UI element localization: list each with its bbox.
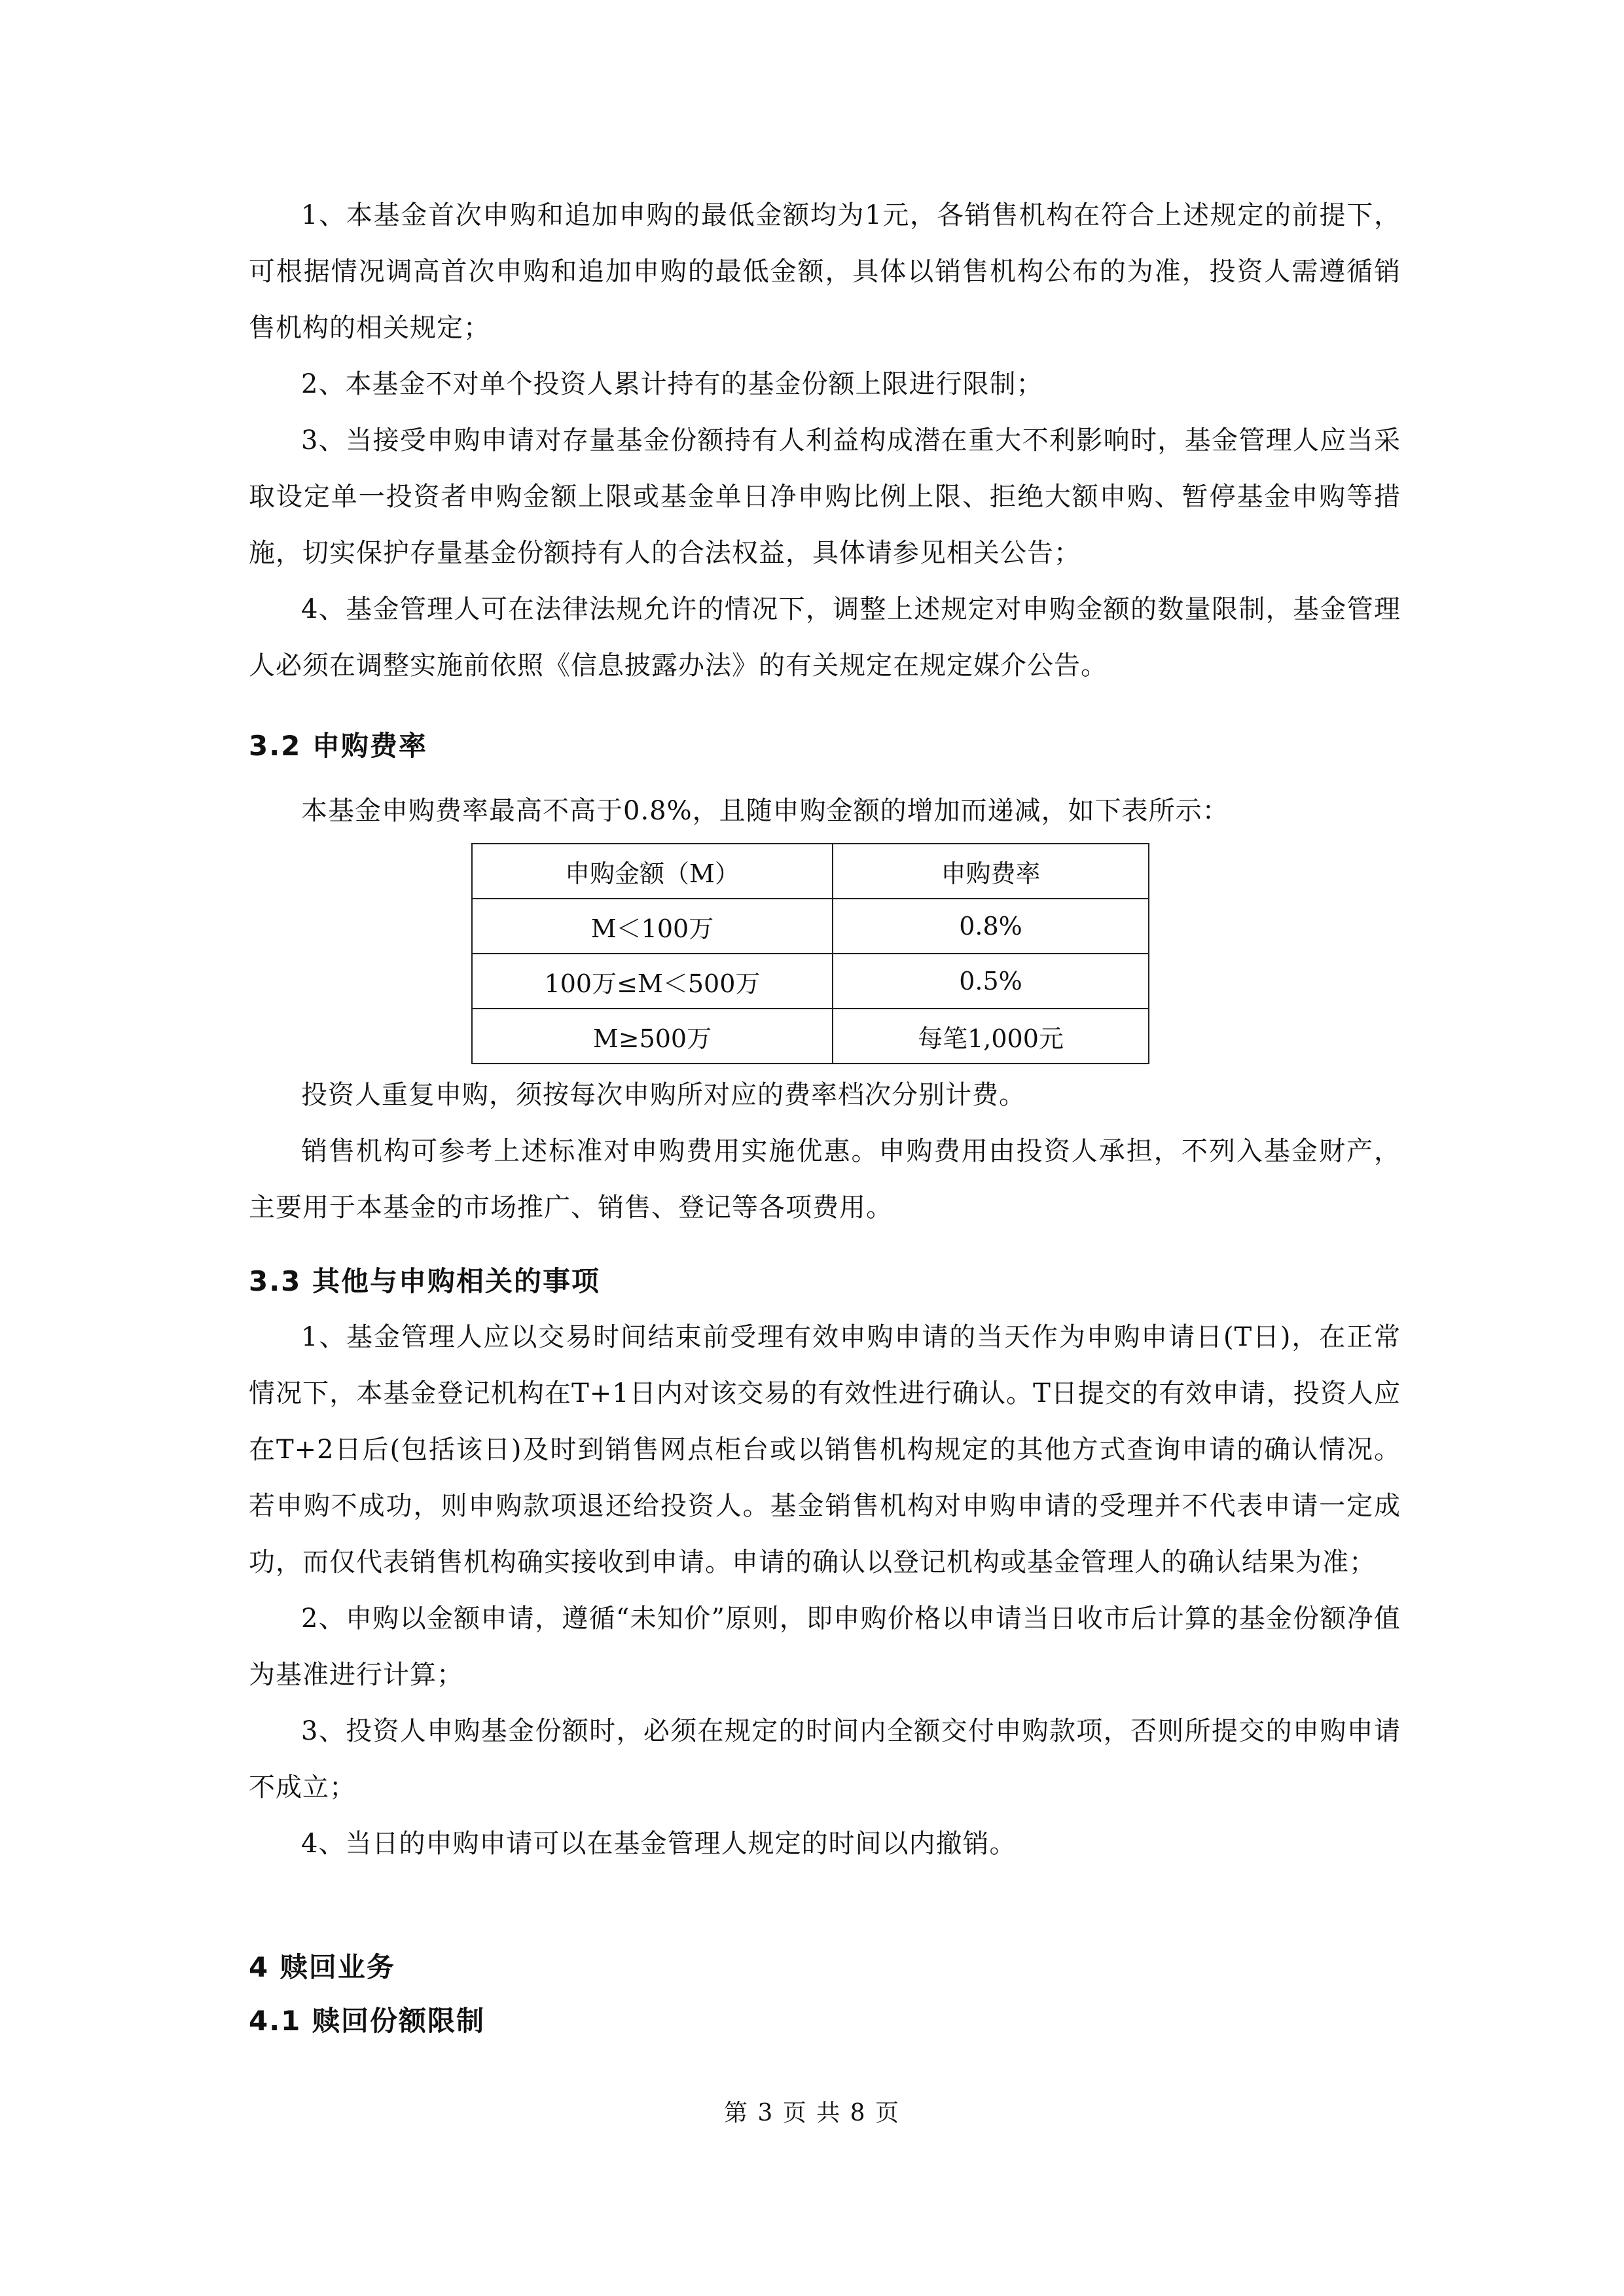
- table-row: [472, 1009, 1149, 1064]
- table-header-row: [472, 844, 1149, 899]
- fee-note-2: 销售机构可参考上述标准对申购费用实施优惠。申购费用由投资人承担，不列入基金财产，主要用于本基金的市场推广、销售、登记等各项费用。: [249, 1136, 1401, 1223]
- purchase-matters-list: [249, 1309, 1401, 1872]
- purchase-limit-item-2: 2、本基金不对单个投资人累计持有的基金份额上限进行限制；: [301, 369, 1043, 399]
- purchase-matter-item-1: 1、基金管理人应以交易时间结束前受理有效申购申请的当天作为申购申请日(T日)，在正常情况下，本基金登记机构在T+1日内对该交易的有效性进行确认。T日提交的有效申请，投资人应在T+2日后(包括该日)及时到销售网点柜台或以销售机构规定的其他方式查询申请的确认情况。若申购不成功，则申购款项退还给投资人。基金销售机构对申购申请的受理并不代表申请一定成功，而仅代表销售机构确实接收到申请。申请的确认以登记机构或基金管理人的确认结果为准；: [249, 1322, 1401, 1577]
- table-cell-rate: 0.5%: [833, 954, 1149, 1009]
- fee-notes: [249, 1067, 1401, 1236]
- table-cell-amount: 100万≤M＜500万: [472, 954, 833, 1009]
- section-4-1-heading: 4.1 赎回份额限制: [249, 2005, 486, 2037]
- table-cell-amount: M≥500万: [472, 1009, 833, 1064]
- table-cell-rate: 每笔1,000元: [833, 1009, 1149, 1064]
- page-number-footer: 第 3 页 共 8 页: [723, 2100, 901, 2126]
- document-page: [249, 0, 1401, 2296]
- purchase-matter-item-4: 4、当日的申购申请可以在基金管理人规定的时间以内撤销。: [301, 1829, 1017, 1859]
- purchase-matter-item-2: 2、申购以金额申请，遵循“未知价”原则，即申购价格以申请当日收市后计算的基金份额净值为基准进行计算；: [249, 1604, 1401, 1690]
- table-cell-rate: 0.8%: [833, 899, 1149, 954]
- table-cell-amount: M＜100万: [472, 899, 833, 954]
- fee-note-1: 投资人重复申购，须按每次申购所对应的费率档次分别计费。: [301, 1080, 1026, 1110]
- header-amount: 申购金额（M）: [472, 844, 833, 899]
- purchase-limit-item-4: 4、基金管理人可在法律法规允许的情况下，调整上述规定对申购金额的数量限制，基金管理人必须在调整实施前依照《信息披露办法》的有关规定在规定媒介公告。: [249, 594, 1401, 681]
- purchase-limit-item-1: 1、本基金首次申购和追加申购的最低金额均为1元，各销售机构在符合上述规定的前提下，可根据情况调高首次申购和追加申购的最低金额，具体以销售机构公布的为准，投资人需遵循销售机构的相关规定；: [249, 200, 1401, 343]
- purchase-matter-item-3: 3、投资人申购基金份额时，必须在规定的时间内全额交付申购款项，否则所提交的申购申请不成立；: [249, 1716, 1401, 1803]
- section-3-3-heading: 3.3 其他与申购相关的事项: [249, 1265, 601, 1297]
- fee-rate-intro: 本基金申购费率最高不高于0.8%，且随申购金额的增加而递减，如下表所示：: [301, 796, 1229, 826]
- section-4-heading: 4 赎回业务: [249, 1951, 395, 1983]
- table-row: [472, 899, 1149, 954]
- purchase-fee-table: [471, 843, 1149, 1064]
- purchase-limit-item-3: 3、当接受申购申请对存量基金份额持有人利益构成潜在重大不利影响时，基金管理人应当采取设定单一投资者申购金额上限或基金单日净申购比例上限、拒绝大额申购、暂停基金申购等措施，切实保护存量基金份额持有人的合法权益，具体请参见相关公告；: [249, 425, 1401, 568]
- purchase-limits-list: [249, 187, 1401, 694]
- section-3-2-heading: 3.2 申购费率: [249, 730, 428, 762]
- header-rate: 申购费率: [833, 844, 1149, 899]
- table-row: [472, 954, 1149, 1009]
